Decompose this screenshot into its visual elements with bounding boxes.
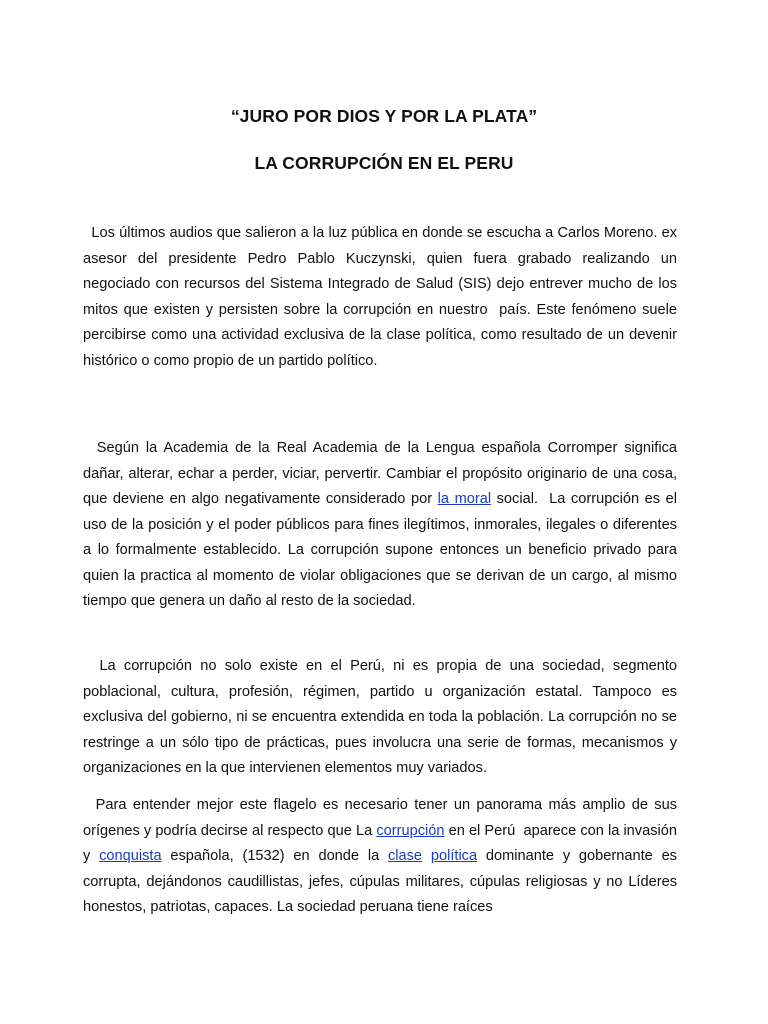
link-conquista[interactable]: conquista	[99, 848, 162, 864]
paragraph-4	[83, 793, 677, 921]
paragraph-3: La corrupción no solo existe en el Perú, ni es propia de una sociedad, segmento poblacional, cultura, profesión, régimen, partido u organización estatal. Tampoco es exclusiva del gobierno, ni se encuentra extendida en toda la población. La corrupción no se restringe a un sólo tipo de prácticas, pues involucra una serie de formas, mecanismos y organizaciones en la que intervienen elementos muy variados.	[83, 658, 677, 776]
link-corrupcion[interactable]: corrupción	[376, 822, 445, 839]
paragraph-4-text-4	[422, 848, 431, 864]
paragraph-2-text-after: social. La corrupción es el uso de la posición y el poder públicos para fines ilegítimos, inmorales, ilegales o diferentes a lo formalmente establecido. La corrupción supone entonces un beneficio privado para quien la practica al momento de violar obligaciones que se derivan de un cargo, al mismo tiempo que genera un daño al resto de la sociedad.	[83, 491, 677, 609]
link-clase[interactable]: clase	[387, 848, 423, 864]
document-subtitle: LA CORRUPCIÓN EN EL PERU	[254, 153, 514, 173]
link-politica[interactable]: política	[430, 848, 478, 864]
paragraph-4-text-1: Para entender mejor este flagelo es necesario tener un panorama más amplio de sus orígenes y podría decirse al respecto que La	[83, 797, 677, 839]
paragraph-4-text-5: dominante y gobernante es corrupta, dejándonos caudillistas, jefes, cúpulas militares, cúpulas religiosas y no Líderes honestos, patriotas, capaces. La sociedad peruana tiene raíces	[83, 848, 677, 915]
paragraph-4-text-2: en el Perú aparece con la invasión y	[83, 822, 677, 864]
link-la-moral[interactable]: la moral	[437, 491, 492, 507]
paragraph-2	[83, 436, 677, 615]
document-title: “JURO POR DIOS Y POR LA PLATA”	[230, 106, 538, 126]
paragraph-1: Los últimos audios que salieron a la luz pública en donde se escucha a Carlos Moreno. ex asesor del presidente Pedro Pablo Kuczynski, quien fuera grabado realizando un negociado con recursos del Sistema Integrado de Salud (SIS) dejo entrever mucho de los mitos que existen y persisten sobre la corrupción en nuestro país. Este fenómeno suele percibirse como una actividad exclusiva de la clase política, como resultado de un devenir histórico o como propio de un partido político.	[83, 225, 677, 369]
paragraph-2-text-before: Según la Academia de la Real Academia de la Lengua española Corromper significa dañar, alterar, echar a perder, viciar, pervertir. Cambiar el propósito originario de una cosa, que deviene en algo negativamente considerado por	[83, 440, 677, 507]
paragraph-4-text-3: española, (1532) en donde la	[161, 848, 388, 864]
